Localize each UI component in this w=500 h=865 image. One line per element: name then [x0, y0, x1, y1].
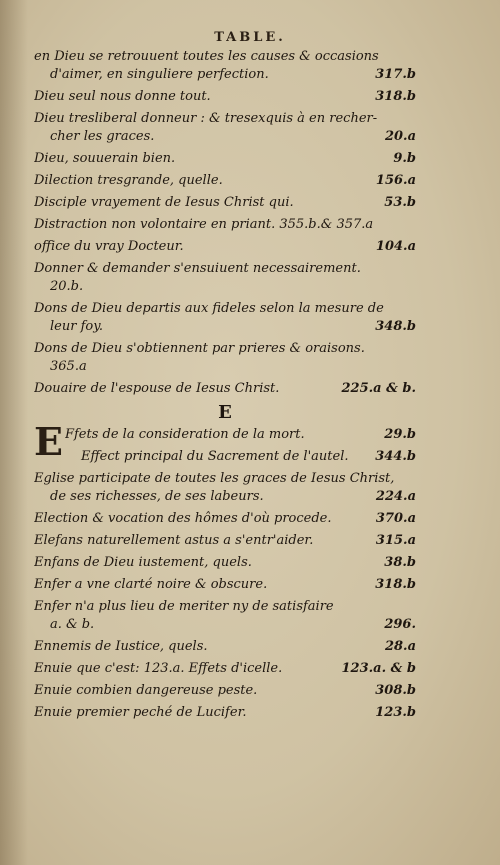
- entry-text-line: Enuie que c'est: 123.a. Effets d'icelle.: [34, 661, 283, 676]
- entry-text-line: Disciple vrayement de Iesus Christ qui.: [34, 195, 294, 210]
- section-letter: E: [218, 402, 232, 423]
- entry-text-line: Enfans de Dieu iustement, quels.: [34, 555, 252, 570]
- index-entry: [34, 48, 416, 84]
- page-reference: 225.a & b.: [341, 381, 416, 396]
- entries-section-e: [34, 419, 416, 722]
- page-reference: 224.a: [375, 489, 416, 504]
- index-entry: [34, 598, 416, 634]
- entry-text-line: Election & vocation des hômes d'où procede.: [34, 511, 332, 526]
- index-entry: [34, 704, 416, 722]
- page-reference: 28.a: [384, 639, 416, 654]
- entry-text-line: Effect principal du Sacrement de l'autel.: [80, 449, 349, 464]
- page-reference: 123.b: [375, 705, 416, 720]
- entry-text-line: d'aimer, en singuliere perfection.: [50, 67, 269, 82]
- page-reference: 344.b: [375, 449, 416, 464]
- index-entry: [34, 554, 416, 572]
- index-entry: [34, 260, 416, 296]
- entry-text-line: Dons de Dieu s'obtiennent par prieres & oraisons.: [34, 341, 365, 356]
- entry-text-line: Enfer a vne clarté noire & obscure.: [34, 577, 268, 592]
- index-entry: [34, 238, 416, 256]
- entry-text-line: en Dieu se retrouuent toutes les causes & occasions: [34, 49, 379, 64]
- entry-text-line: 20.b.: [50, 279, 84, 294]
- page-reference: 20.a: [384, 129, 416, 144]
- page-reference: 318.b: [375, 89, 416, 104]
- index-entry: [34, 88, 416, 106]
- page-reference: 53.b: [384, 195, 416, 210]
- entry-text-line: Dieu, souuerain bien.: [34, 151, 176, 166]
- index-entry: [34, 470, 416, 506]
- page-gutter-shadow: [0, 0, 28, 865]
- entry-text-line: Donner & demander s'ensuiuent necessairement.: [34, 261, 361, 276]
- running-header: TABLE.: [214, 30, 286, 45]
- entry-text-line: Ffets de la consideration de la mort.: [64, 427, 305, 442]
- index-entry: [34, 532, 416, 550]
- entry-text-line: Enuie premier peché de Lucifer.: [34, 705, 247, 720]
- entry-text-line: a. & b.: [50, 617, 95, 632]
- page-reference: 296.: [384, 617, 416, 632]
- entries-section-d: [34, 48, 416, 398]
- index-entry: [34, 510, 416, 528]
- index-entry: [34, 576, 416, 594]
- entry-text-line: Enuie combien dangereuse peste.: [34, 683, 258, 698]
- entry-text-line: 365.a: [50, 359, 87, 374]
- entry-text-line: Enfer n'a plus lieu de meriter ny de satisfaire: [34, 599, 334, 614]
- index-entry: [34, 300, 416, 336]
- page-reference: 318.b: [375, 577, 416, 592]
- entry-text-line: Dieu seul nous donne tout.: [34, 89, 211, 104]
- page-reference: 29.b: [384, 427, 416, 442]
- entry-text-line: Ennemis de Iustice, quels.: [34, 639, 208, 654]
- entry-text-line: cher les graces.: [50, 129, 155, 144]
- index-entry: [34, 638, 416, 656]
- page-reference: 348.b: [375, 319, 416, 334]
- index-entry: [34, 216, 416, 234]
- entry-text-line: Eglise participate de toutes les graces de Iesus Christ,: [34, 471, 395, 486]
- entry-text-line: Distraction non volontaire en priant. 355.b.& 357.a: [34, 217, 374, 232]
- page-reference: 315.a: [375, 533, 416, 548]
- index-entry: [34, 682, 416, 700]
- index-entry: [34, 172, 416, 190]
- page-reference: 317.b: [375, 67, 416, 82]
- entry-text-line: Elefans naturellement astus a s'entr'aider.: [34, 533, 314, 548]
- index-entry: [34, 448, 416, 466]
- page-reference: 370.a: [375, 511, 416, 526]
- index-entry: [34, 340, 416, 376]
- entry-text-line: Dons de Dieu departis aux fideles selon la mesure de: [34, 301, 384, 316]
- entry-text-line: de ses richesses, de ses labeurs.: [50, 489, 264, 504]
- drop-cap-letter: E: [34, 419, 63, 464]
- entry-text-line: Douaire de l'espouse de Iesus Christ.: [34, 381, 280, 396]
- index-entries: [34, 48, 416, 726]
- page-reference: 123.a. & b: [341, 661, 416, 676]
- entry-text-line: leur foy.: [50, 319, 103, 334]
- entry-text-line: Dieu tresliberal donneur : & tresexquis à en recher-: [34, 111, 378, 126]
- entry-text-line: office du vray Docteur.: [34, 239, 184, 254]
- index-entry: [34, 110, 416, 146]
- index-entry: [34, 660, 416, 678]
- page-reference: 156.a: [375, 173, 416, 188]
- index-entry: [34, 194, 416, 212]
- page-reference: 308.b: [375, 683, 416, 698]
- entry-text-line: Dilection tresgrande, quelle.: [34, 173, 223, 188]
- index-entry: [34, 150, 416, 168]
- index-entry: [34, 380, 416, 398]
- page-reference: 104.a: [375, 239, 416, 254]
- page-reference: 38.b: [384, 555, 416, 570]
- page-reference: 9.b: [393, 151, 416, 166]
